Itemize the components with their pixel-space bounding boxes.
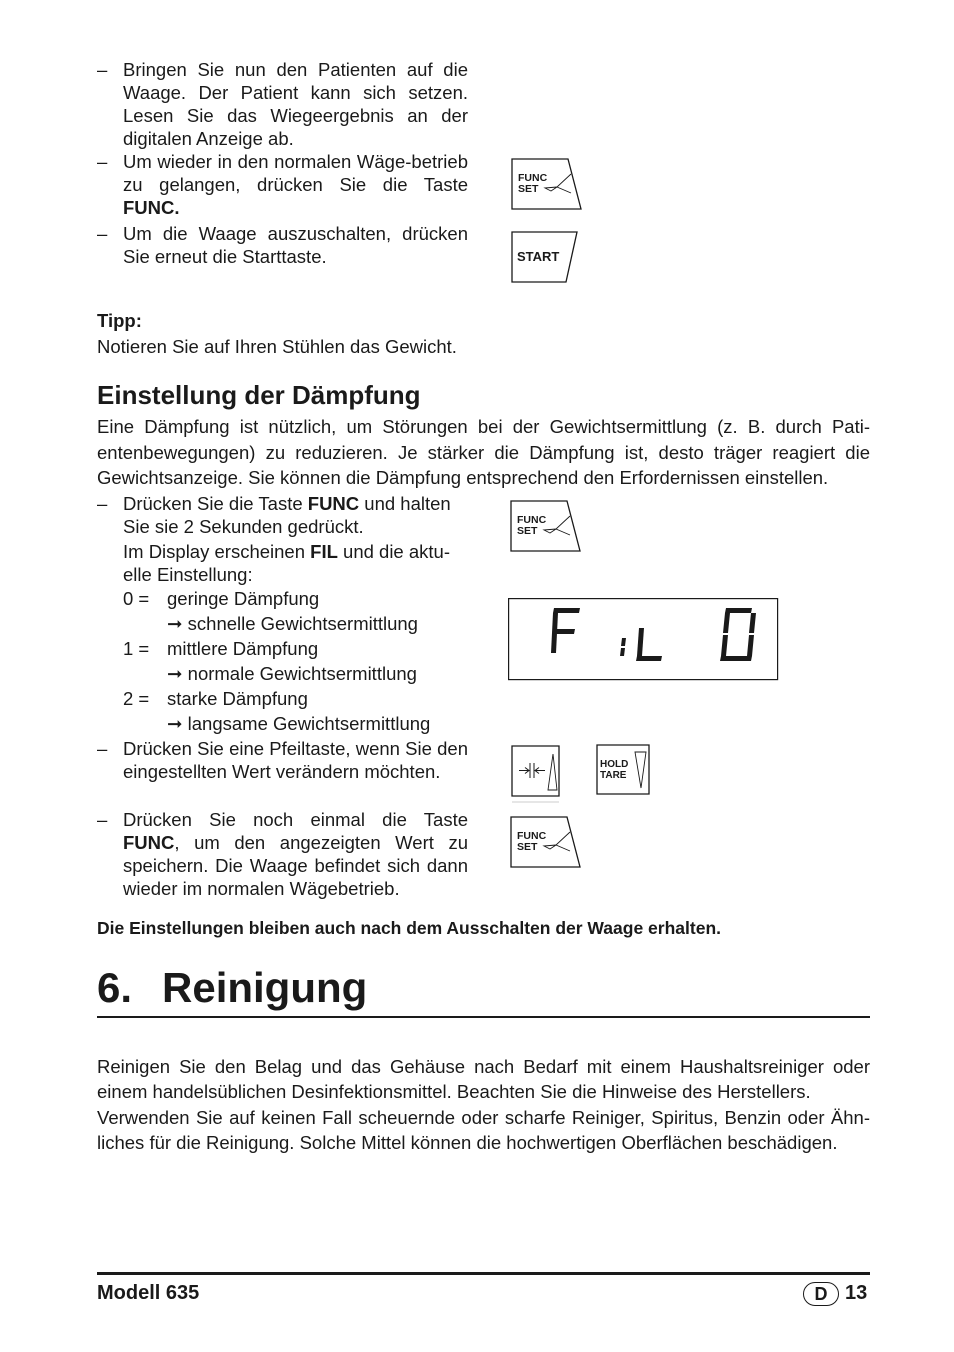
page-number: 13 — [845, 1282, 868, 1304]
key-label: FUNC — [517, 514, 547, 526]
list-dash: – — [97, 223, 108, 244]
level-result: ➞ schnelle Gewichtsermittlung — [167, 613, 418, 634]
level-key: 0 = — [123, 588, 150, 609]
start-key-icon — [511, 231, 581, 283]
func-set-key-icon — [511, 158, 583, 210]
tip-text: Notieren Sie auf Ihren Stühlen das Gewicht. — [97, 336, 457, 357]
list-dash: – — [97, 738, 108, 759]
paragraph: Verwenden Sie auf keinen Fall scheuernde oder scharfe Reiniger, Spiritus, Benzin oder Ähn-liches für die Reinigung. Solche Mittel können die hochwertigen Oberflächen beschädigen. — [97, 1107, 870, 1153]
section-heading: Einstellung der Dämpfung — [97, 380, 421, 410]
footer-model: Modell 635 — [97, 1282, 200, 1304]
list-item: Drücken Sie eine Pfeiltaste, wenn Sie den eingestellten Wert verändern möchten. — [123, 738, 468, 782]
list-item: Um die Waage auszuschalten, drücken Sie erneut die Starttaste. — [123, 223, 468, 267]
level-key: 2 = — [123, 688, 150, 709]
key-label: START — [517, 249, 560, 264]
key-label: FUNC — [518, 172, 548, 184]
key-label: FUNC — [517, 830, 547, 842]
list-dash: – — [97, 809, 108, 830]
key-label: TARE — [600, 770, 627, 781]
list-item: Drücken Sie die Taste FUNC und halten Sie sie 2 Sekunden gedrückt. — [123, 493, 451, 537]
footer-rule — [97, 1272, 870, 1275]
level-label: mittlere Dämpfung — [167, 638, 319, 659]
key-label: SET — [518, 183, 539, 195]
level-result: ➞ normale Gewichtsermittlung — [167, 663, 417, 684]
chapter-number: 6. — [97, 964, 133, 1011]
list-item: Drücken Sie noch einmal die Taste FUNC, um den angezeigten Wert zu speichern. Die Waage befindet sich dann wieder im normalen Wägebetrieb. — [123, 809, 468, 899]
arrow-right-icon: ➞ — [167, 613, 183, 634]
tip-label: Tipp: — [97, 310, 142, 331]
level-label: geringe Dämpfung — [167, 588, 320, 609]
arrow-right-icon: ➞ — [167, 713, 183, 734]
chapter-title: Reinigung — [162, 964, 368, 1011]
bold-note: Die Einstellungen bleiben auch nach dem Ausschalten der Waage erhalten. — [97, 918, 721, 938]
level-key: 1 = — [123, 638, 150, 659]
level-result: ➞ langsame Gewichtsermittlung — [167, 713, 431, 734]
list-dash: – — [97, 151, 108, 172]
list-dash: – — [97, 493, 108, 514]
list-item-continued: Im Display erscheinen FIL und die aktu-elle Einstellung: — [123, 541, 450, 585]
func-key-name: FUNC. — [123, 197, 180, 218]
level-label: starke Dämpfung — [167, 688, 308, 709]
func-set-key-icon — [510, 500, 582, 552]
key-label: SET — [517, 525, 538, 537]
lcd-display — [508, 598, 780, 682]
list-item: Um wieder in den normalen Wäge-betrieb zu gelangen, drücken Sie die Taste FUNC. — [123, 151, 468, 218]
chapter-rule — [97, 1016, 870, 1018]
list-dash: – — [97, 59, 108, 80]
language-badge: D — [803, 1282, 839, 1306]
hold-tare-key-icon — [596, 744, 652, 796]
key-label: HOLD — [600, 759, 629, 770]
arrow-right-icon: ➞ — [167, 663, 183, 684]
key-label: SET — [517, 841, 538, 853]
paragraph: Reinigen Sie den Belag und das Gehäuse nach Bedarf mit einem Haushaltsreiniger oder einem handelsüblichen Desinfektionsmittel. Beachten Sie die Hinweise des Herstellers. — [97, 1056, 870, 1102]
func-set-key-icon — [510, 816, 582, 868]
list-item: Bringen Sie nun den Patienten auf die Waage. Der Patient kann sich setzen. Lesen Sie das Wiegeergebnis an der digitalen Anzeige ab. — [123, 59, 468, 149]
section-intro: Eine Dämpfung ist nützlich, um Störungen bei der Gewichtsermittlung (z. B. durch Pati-entenbewegungen) zu reduzieren. Je stärker die Dämpfung ist, desto träger reagiert die Gewichtsanzeige. Sie können die Dämpfung entsprechend den Erfordernissen einstellen. — [97, 416, 870, 488]
arrow-key-icon — [511, 745, 563, 803]
